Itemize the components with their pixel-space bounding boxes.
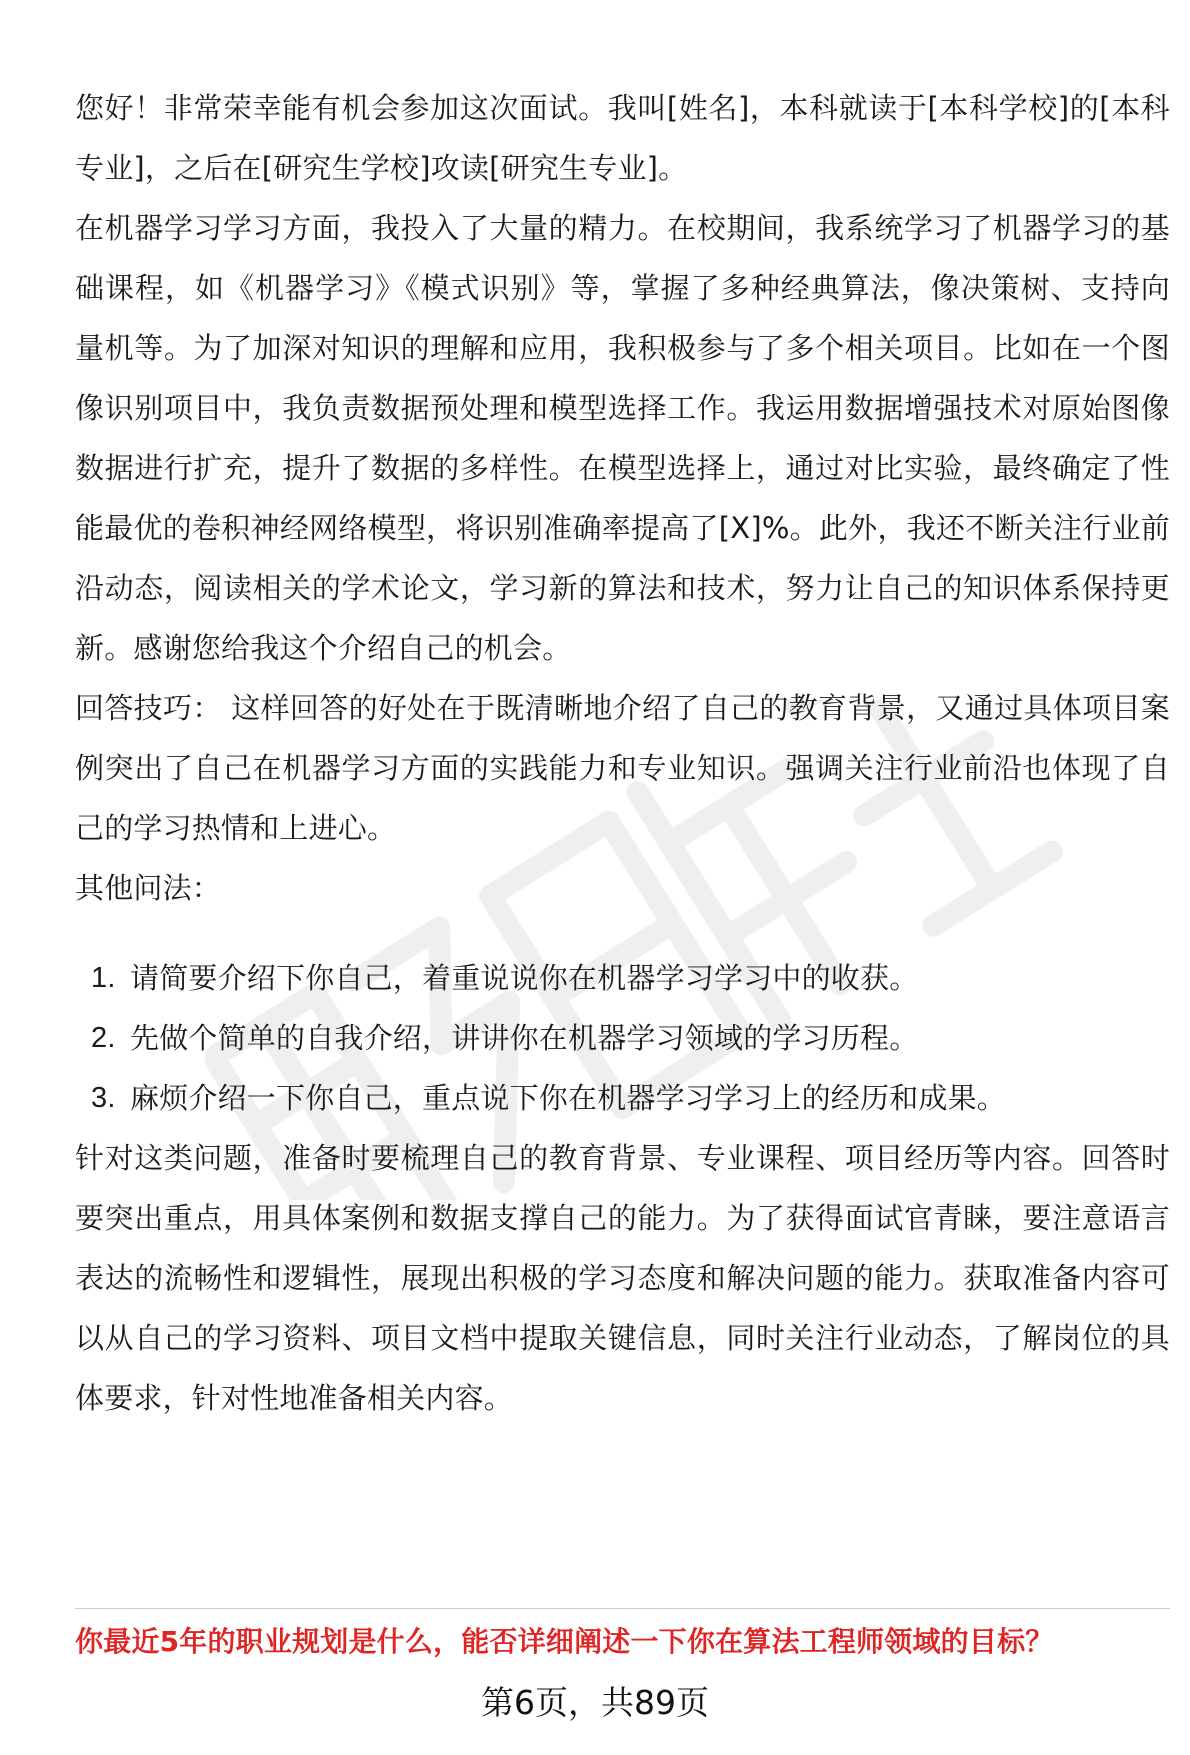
- list-item: [91, 1008, 1170, 1068]
- list-item-text: 请简要介绍下你自己，着重说说你在机器学习学习中的收获。: [130, 961, 919, 995]
- page-number: 第6页，共89页: [481, 1683, 709, 1722]
- section-divider: [75, 1608, 1170, 1609]
- answer-tips-paragraph: 回答技巧： 这样回答的好处在于既清晰地介绍了自己的教育背景，又通过具体项目案例突出了自己在机器学习方面的实践能力和专业知识。强调关注行业前沿也体现了自己的学习热情和上进心。: [75, 691, 1170, 845]
- list-item-number: 3.: [91, 1082, 116, 1114]
- list-item-text: 先做个简单的自我介绍，讲讲你在机器学习领域的学习历程。: [130, 1021, 919, 1055]
- list-item: [91, 948, 1170, 1008]
- other-asks-list: [75, 948, 1170, 1128]
- list-item-number: 1.: [91, 962, 116, 994]
- ml-experience-paragraph: 在机器学习学习方面，我投入了大量的精力。在校期间，我系统学习了机器学习的基础课程，如《机器学习》《模式识别》等，掌握了多种经典算法，像决策树、支持向量机等。为了加深对知识的理解和应用，我积极参与了多个相关项目。比如在一个图像识别项目中，我负责数据预处理和模型选择工作。我运用数据增强技术对原始图像数据进行扩充，提升了数据的多样性。在模型选择上，通过对比实验，最终确定了性能最优的卷积神经网络模型，将识别准确率提高了[X]%。此外，我还不断关注行业前沿动态，阅读相关的学术论文，学习新的算法和技术，努力让自己的知识体系保持更新。感谢您给我这个介绍自己的机会。: [75, 211, 1170, 665]
- list-item-number: 2.: [91, 1022, 116, 1054]
- list-item: [91, 1068, 1170, 1128]
- preparation-paragraph: 针对这类问题，准备时要梳理自己的教育背景、专业课程、项目经历等内容。回答时要突出重点，用具体案例和数据支撑自己的能力。为了获得面试官青睐，要注意语言表达的流畅性和逻辑性，展现出积极的学习态度和解决问题的能力。获取准备内容可以从自己的学习资料、项目文档中提取关键信息，同时关注行业动态，了解岗位的具体要求，针对性地准备相关内容。: [75, 1141, 1170, 1415]
- main-content: [75, 78, 1170, 1428]
- list-item-text: 麻烦介绍一下你自己，重点说下你在机器学习学习上的经历和成果。: [130, 1081, 1007, 1115]
- intro-paragraph: 您好！非常荣幸能有机会参加这次面试。我叫[姓名]，本科就读于[本科学校]的[本科专业]，之后在[研究生学校]攻读[研究生专业]。: [75, 91, 1170, 185]
- other-asks-label: 其他问法：: [75, 871, 222, 905]
- next-question-heading: 你最近5年的职业规划是什么，能否详细阐述一下你在算法工程师领域的目标？: [75, 1625, 1054, 1658]
